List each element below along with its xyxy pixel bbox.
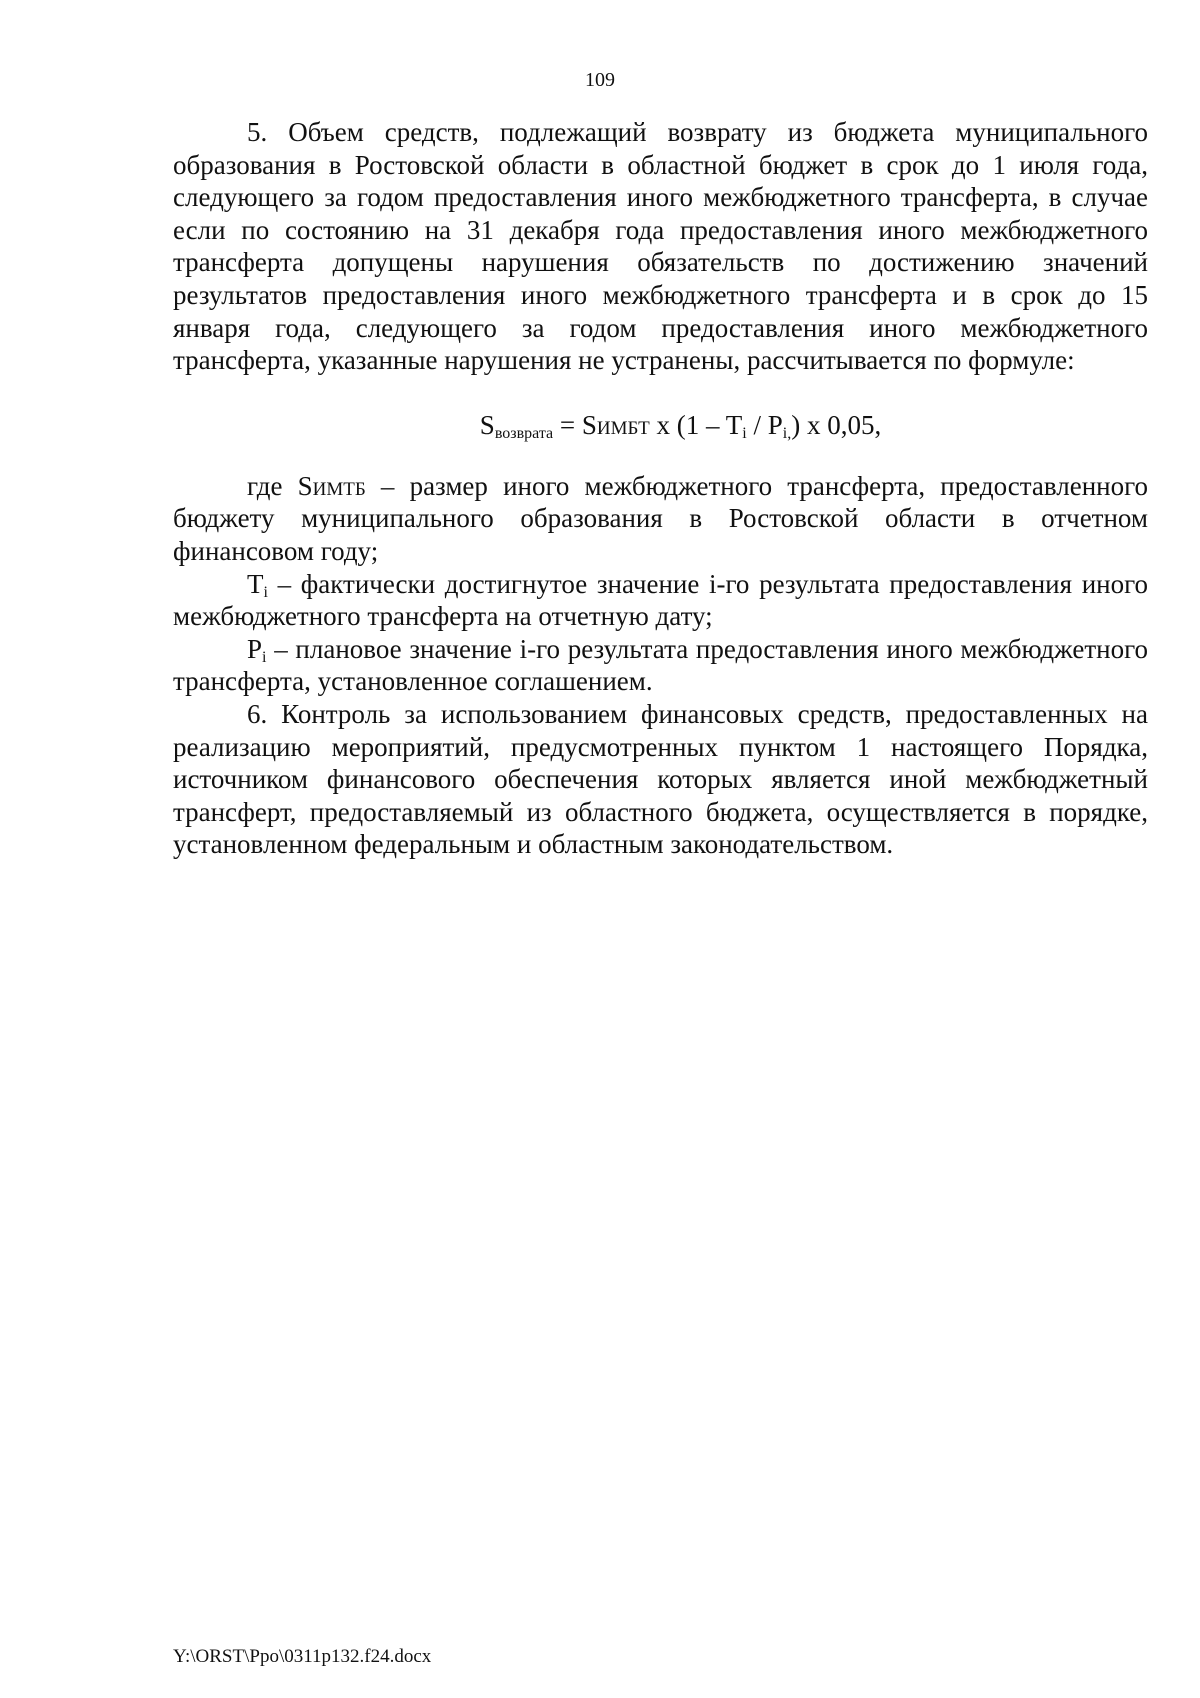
formula-imbt-subscript: ИМБТ — [596, 417, 650, 439]
definition-s-prefix: где S — [247, 470, 313, 501]
formula-s: S — [479, 409, 495, 440]
paragraph-5: 5. Объем средств, подлежащий возврату из бюджета муниципального образования в Ростовской области в областной бюджет в срок до 1 июля года, следующего за годом предоставления иного межбюджетного трансферта, в случае если по состоянию на 31 декабря года предоставления иного межбюджетного трансферта допущены нарушения обязательств по достижению значений результатов предоставления иного межбюджетного трансферта и в срок до 15 января года, следующего за годом предоставления иного межбюджетного трансферта, указанные нарушения не устранены, рассчитывается по формуле: — [173, 117, 1148, 376]
formula-p-subscript: i, — [782, 424, 792, 442]
definition-t-subscript: i — [263, 583, 268, 601]
formula-divide-p: / P — [746, 409, 783, 440]
formula-equals-s: = S — [553, 409, 597, 440]
definition-s-subscript: ИМТБ — [312, 478, 366, 500]
definition-p-text: – плановое значение i-го результата предоставления иного межбюджетного трансферта, установленное соглашением. — [173, 633, 1148, 697]
definition-p-subscript: i — [262, 648, 267, 666]
formula-end: ) x 0,05, — [791, 409, 882, 440]
formula-middle: x (1 – T — [649, 409, 743, 440]
document-body — [173, 116, 1148, 861]
paragraph-6: 6. Контроль за использованием финансовых средств, предоставленных на реализацию мероприятий, предусмотренных пунктом 1 настоящего Порядка, источником финансового обеспечения которых является иной межбюджетный трансферт, предоставляемый из областного бюджета, осуществляется в порядке, установленном федеральным и областным законодательством. — [173, 698, 1148, 860]
formula-s-return-subscript: возврата — [494, 424, 554, 442]
definition-s-imtb — [173, 470, 1148, 568]
definition-p-prefix: P — [247, 633, 263, 664]
page-number: 109 — [585, 69, 615, 91]
definition-pi — [173, 633, 1148, 698]
definition-t-prefix: T — [247, 568, 264, 599]
definition-ti — [173, 568, 1148, 633]
definition-t-text: – фактически достигнутое значение i-го результата предоставления иного межбюджетного трансферта на отчетную дату; — [173, 568, 1148, 632]
definition-s-text: – размер иного межбюджетного трансферта, предоставленного бюджету муниципального образования в Ростовской области в отчетном финансовом году; — [173, 470, 1148, 566]
return-formula — [173, 406, 1148, 444]
formula-t-subscript: i — [742, 424, 747, 442]
file-path-footer: Y:\ORST\Ppo\0311p132.f24.docx — [173, 1646, 432, 1667]
